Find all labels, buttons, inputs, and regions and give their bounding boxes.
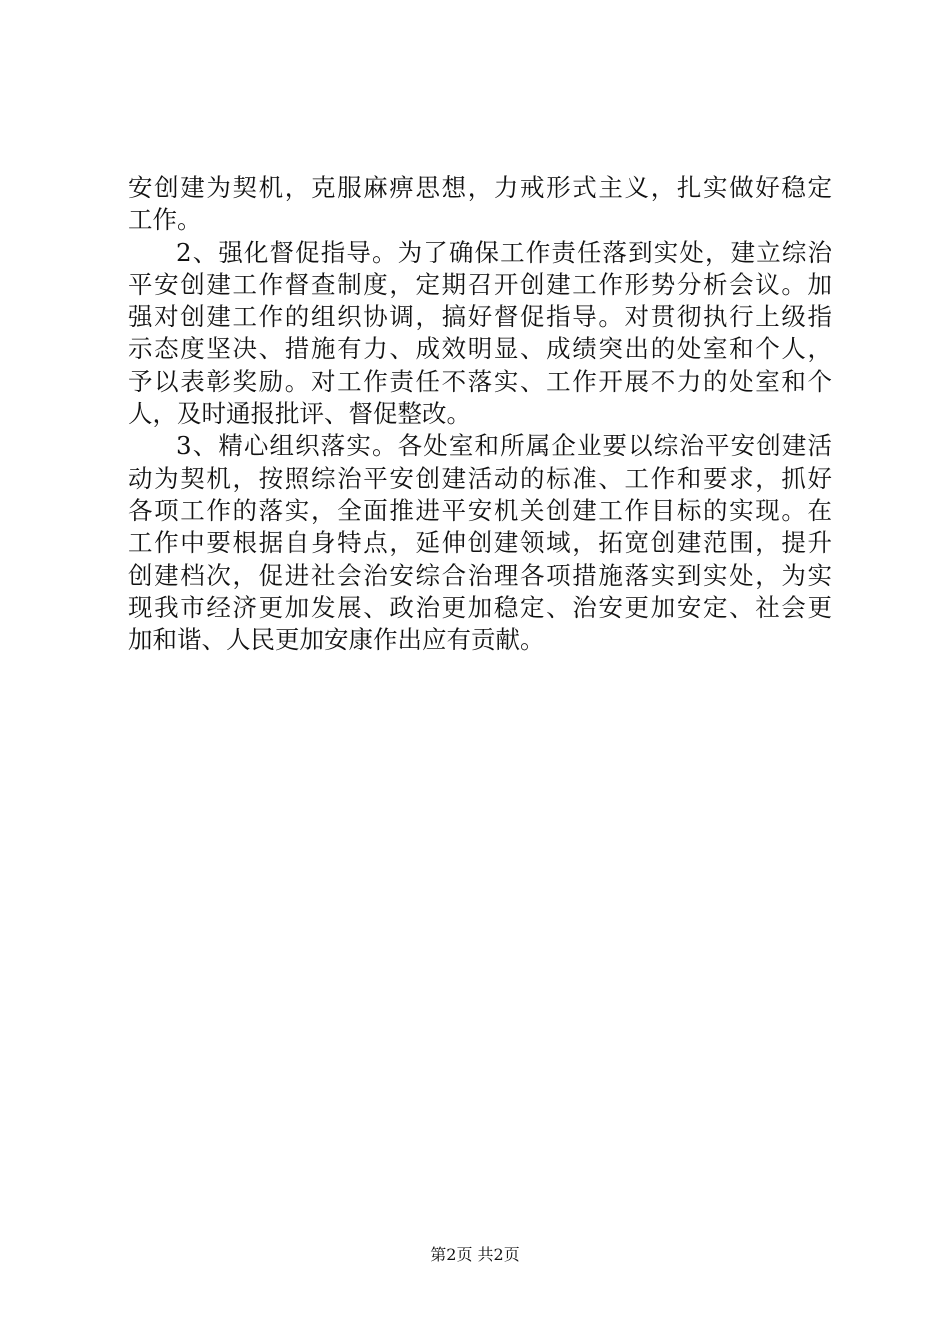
text-line: 强对创建工作的组织协调，搞好督促指导。对贯彻执行上级指 [128, 302, 832, 332]
text-line: 人，及时通报批评、督促整改。 [128, 399, 471, 429]
text-line: 创建档次，促进社会治安综合治理各项措施落实到实处，为实 [128, 560, 832, 590]
text-line: 现我市经济更加发展、政治更加稳定、治安更加安定、社会更 [128, 592, 832, 622]
page-number-footer: 第2页 共2页 [430, 1245, 520, 1264]
paragraph-2-start: 2、强化督促指导。为了确保工作责任落到实处，建立综治 [176, 237, 832, 267]
text-line: 动为契机，按照综治平安创建活动的标准、工作和要求，抓好 [128, 463, 832, 493]
text-line: 加和谐、人民更加安康作出应有贡献。 [128, 625, 545, 655]
text-line: 工作。 [128, 205, 202, 235]
text-line: 平安创建工作督查制度，定期召开创建工作形势分析会议。加 [128, 269, 832, 299]
text-line: 予以表彰奖励。对工作责任不落实、工作开展不力的处室和个 [128, 366, 832, 396]
text-line: 示态度坚决、措施有力、成效明显、成绩突出的处室和个人， [128, 334, 832, 364]
text-line: 工作中要根据自身特点，延伸创建领域，拓宽创建范围，提升 [128, 528, 832, 558]
body-text [128, 172, 832, 656]
paragraph-3-start: 3、精心组织落实。各处室和所属企业要以综治平安创建活 [176, 431, 832, 461]
text-line: 安创建为契机，克服麻痹思想，力戒形式主义，扎实做好稳定 [128, 173, 832, 202]
text-line: 各项工作的落实，全面推进平安机关创建工作目标的实现。在 [128, 495, 832, 525]
